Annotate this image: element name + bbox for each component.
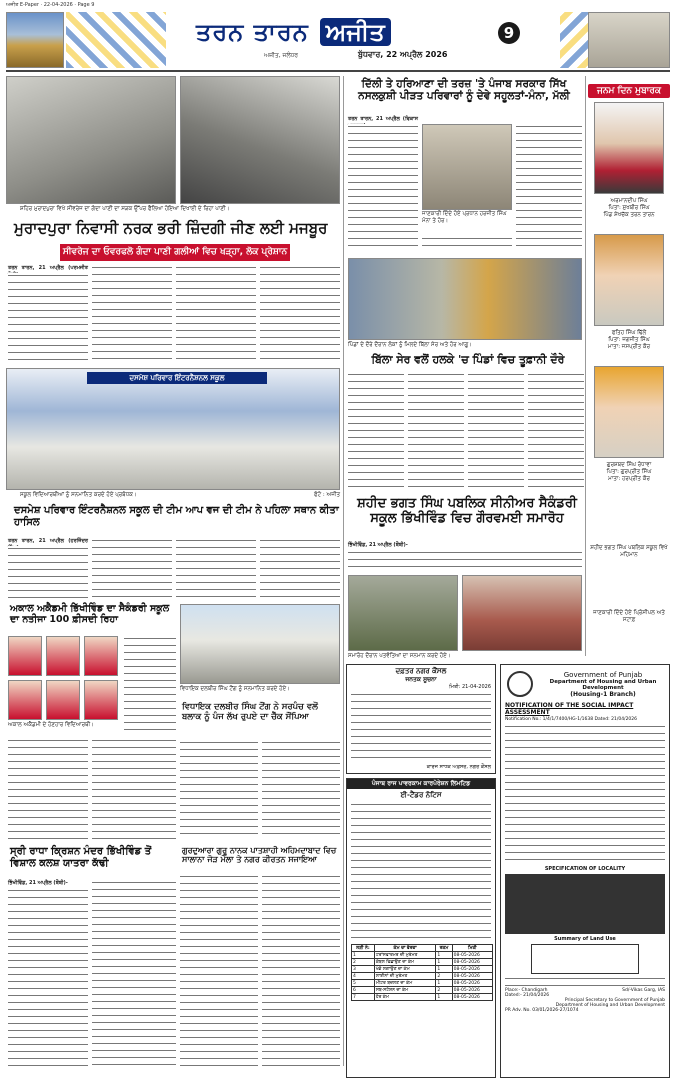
tender-header-cell: ਰਕਮ — [436, 945, 452, 952]
gov-notice-box — [500, 664, 670, 1078]
birthday-header: ਜਨਮ ਦਿਨ ਮੁਬਾਰਕ — [588, 84, 670, 98]
gov-org: Government of Punjab — [563, 671, 643, 679]
dashmesh-headline: ਦਸਮੇਸ਼ ਪਰਿਵਾਰ ਇੰਟਰਨੈਸ਼ਨਲ ਸਕੂਲ ਦੀ ਟੀਮ ਆਪ ਵਜ ਦੀ ਟੀਮ ਨੇ ਪਹਿਲਾ ਸਥਾਨ ਕੀਤਾ ਹਾਸਿਲ — [14, 505, 339, 528]
tender-header-cell: ਮਿਤੀ — [452, 945, 492, 952]
tender-cell: 08-05-2026 — [452, 966, 492, 973]
tender-cell: ਟਰਾਂਸਫਾਰਮਰ ਦੀ ਮੁਰੰਮਤ — [374, 952, 436, 959]
billa-caption: ਪਿੰਡਾਂ ਦੇ ਦੌਰੇ ਦੌਰਾਨ ਲੋਕਾਂ ਨੂੰ ਮਿਲਦੇ ਬਿੱਲਾ ਸੇਰ ਅਤੇ ਹੋਰ ਆਗੂ। — [348, 342, 472, 348]
gurdwara-col-1 — [180, 874, 258, 1068]
muradpura-col-2 — [92, 265, 172, 365]
tender-subtitle: ਈ-ਟੈਂਡਰ ਨੋਟਿਸ — [400, 791, 442, 799]
tender-cell: 08-05-2026 — [452, 952, 492, 959]
tender-cell: ਹੋਰ ਕੰਮ — [374, 994, 436, 1001]
tender-cell: 08-05-2026 — [452, 973, 492, 980]
birthday-photo-3 — [594, 366, 664, 458]
tender-cell: 4 — [352, 973, 375, 980]
tender-cell: 7 — [352, 994, 375, 1001]
akal-student-4 — [8, 680, 42, 720]
notice-small-footer: ਕਾਰਜ ਸਾਧਕ ਅਫ਼ਸਰ, ਨਗਰ ਕੌਂਸਲ — [426, 764, 491, 770]
akal-caption: ਅਕਾਲ ਅਕੈਡਮੀ ਦੇ ਹੋਣਹਾਰ ਵਿਦਿਆਰਥੀ। — [8, 722, 94, 728]
muradpura-dateline: ਤਰਨ ਤਾਰਨ, 21 ਅਪ੍ਰੈਲ (ਪਰਮਜੀਤ — [8, 265, 88, 271]
dashmesh-col-4 — [260, 538, 340, 602]
tender-cell: ਸਬ-ਸਟੇਸ਼ਨ ਦਾ ਕੰਮ — [374, 987, 436, 994]
tender-cell: ਖੰਭੇ ਲਗਾਉਣ ਦਾ ਕੰਮ — [374, 966, 436, 973]
bhagat-singh-photo-1 — [348, 575, 458, 651]
dalbir-photo-caption: ਵਿਧਾਇਕ ਦਲਬੀਰ ਸਿੰਘ ਟੌਂਗ ਨੂੰ ਸਨਮਾਨਿਤ ਕਰਦੇ ਹੋਏ। — [180, 686, 290, 692]
muradpura-headline: ਮੁਰਾਦਪੁਰਾ ਨਿਵਾਸੀ ਨਰਕ ਭਰੀ ਜ਼ਿੰਦਗੀ ਜੀਣ ਲਈ ਮਜਬੂਰ — [14, 219, 328, 237]
notice-small-title: ਦਫ਼ਤਰ ਨਗਰ ਕੌਂਸਲ — [395, 667, 447, 675]
tender-cell: 1 — [436, 966, 452, 973]
column-rule-2 — [585, 76, 586, 656]
column-rule-1 — [343, 76, 344, 1066]
notice-small-text — [351, 692, 491, 762]
tender-cell: 1 — [436, 952, 452, 959]
punjab-emblem-icon — [507, 671, 533, 697]
tender-cell: 1 — [352, 952, 375, 959]
gov-footer-text — [505, 976, 665, 986]
gov-place-block — [505, 988, 549, 998]
masthead-pattern — [66, 12, 166, 68]
billa-group-photo — [348, 258, 582, 340]
akal-col-2 — [8, 738, 88, 840]
tender-cell: 2 — [352, 959, 375, 966]
dalbir-col-2 — [262, 740, 340, 840]
tender-notice-box — [346, 778, 496, 1078]
notice-small-box — [346, 664, 496, 774]
tender-cell: 1 — [436, 994, 452, 1001]
print-strip: ਅਜੀਤ E-Paper · 22-04-2026 · Page 9 — [6, 2, 95, 8]
birthday-detail-1: ਪਿਤਾ: ਸੁਖਬੀਰ ਸਿੰਘ — [608, 205, 650, 211]
akal-student-6 — [84, 680, 118, 720]
tender-row — [352, 966, 493, 973]
dalbir-col-1 — [180, 740, 258, 840]
bhagat-singh-headline: ਸ਼ਹੀਦ ਭਗਤ ਸਿੰਘ ਪਬਲਿਕ ਸੀਨੀਅਰ ਸੈਕੰਡਰੀ ਸਕੂਲ ਭਿੱਖੀਵਿੰਡ ਵਿਚ ਗੌਰਵਮਈ ਸਮਾਰੋਹ — [357, 496, 577, 526]
radha-dateline: ਭਿੱਖੀਵਿੰਡ, 21 ਅਪ੍ਰੈਲ (ਬੌਬੀ)- — [8, 880, 68, 886]
gov-signatory-title: Principal Secretary to Government of Punjab — [564, 998, 665, 1003]
muradpura-subhead: ਸੀਵਰੇਜ ਦਾ ਓਵਰਫਲੋ ਗੰਦਾ ਪਾਣੀ ਗਲੀਆਂ ਵਿਚ ਖੜ੍ਹਾ, ਲੋਕ ਪ੍ਰੇਸ਼ਾਨ — [60, 244, 290, 261]
delhi-headline: ਦਿੱਲੀ ਤੇ ਹਰਿਆਣਾ ਦੀ ਤਰਜ਼ 'ਤੇ ਪੰਜਾਬ ਸਰਕਾਰ ਸਿੱਖ ਨਸਲਕੁਸ਼ੀ ਪੀੜਤ ਪਰਿਵਾਰਾਂ ਨੂੰ ਦੇਵੇ ਸਹੂਲਤਾਂ-ਮੰਨਾ, ਮੱਲੀ — [358, 78, 570, 103]
dashmesh-caption: ਸਕੂਲ ਵਿਦਿਆਰਥੀਆਂ ਨੂੰ ਸਨਮਾਨਿਤ ਕਰਦੇ ਹੋਏ ਪ੍ਰਬੰਧਕ। — [20, 492, 137, 498]
gov-text — [505, 724, 665, 864]
dashmesh-col-1 — [8, 546, 88, 602]
akal-student-5 — [46, 680, 80, 720]
tender-title: ਪੰਜਾਬ ਰਾਜ ਪਾਵਰਕਾਮ ਕਾਰਪੋਰੇਸ਼ਨ ਲਿਮਟਿਡ — [347, 779, 495, 789]
gov-place: Place:- Chandigarh — [505, 988, 548, 993]
gov-table-title: SPECIFICATION OF LOCALITY — [544, 866, 626, 872]
tender-cell: 2 — [436, 987, 452, 994]
gov-signatory-dept: Department of Housing and Urban Development — [555, 1003, 665, 1008]
akal-student-1 — [8, 636, 42, 676]
gov-sign-row — [505, 988, 665, 998]
dashmesh-credit: ਫੋਟੋ : ਅਜੀਤ — [314, 492, 340, 498]
birthday-photo-2 — [594, 234, 664, 326]
gov-release-no: PR Adv. No. 03/01/2026-27/1074 — [505, 1008, 579, 1013]
delhi-dateline: ਤਰਨ ਤਾਰਨ, 21 ਅਪ੍ਰੈਲ (ਵਿਕਾਸ — [348, 116, 418, 122]
akal-student-2 — [46, 636, 80, 676]
bhagat-singh-dateline: ਭਿੱਖੀਵਿੰਡ, 21 ਅਪ੍ਰੈਲ (ਬੌਬੀ)- — [348, 542, 408, 548]
bhagat-singh-photo-2 — [462, 575, 582, 651]
dashmesh-col-2 — [92, 538, 172, 602]
billa-col-1 — [348, 372, 404, 490]
bhagat-singh-caption: ਸਮਾਰੋਹ ਦੌਰਾਨ ਪਤਵੰਤਿਆਂ ਦਾ ਸਨਮਾਨ ਕਰਦੇ ਹੋਏ। — [348, 653, 451, 659]
birthday-place-3: ਮਾਤਾ: ਹਰਪ੍ਰੀਤ ਕੌਰ — [608, 476, 650, 482]
billa-col-4 — [528, 372, 584, 490]
birthday-entry-1 — [588, 198, 670, 219]
tender-cell: 6 — [352, 987, 375, 994]
tender-cell: 5 — [352, 980, 375, 987]
gov-date: Dated:- 21/04/2026 — [505, 993, 550, 998]
tender-cell: 08-05-2026 — [452, 987, 492, 994]
tender-cell: 08-05-2026 — [452, 994, 492, 1001]
birthday-place-1: ਪਿੰਡ ਸ਼ੇਖਚੱਕ ਤਰਨ ਤਾਰਨ — [603, 212, 655, 218]
tender-cell: 1 — [436, 980, 452, 987]
birthday-name-3: ਗੁਰਸ਼ਬਦ ਸਿੰਘ ਰੰਧਾਵਾ — [606, 462, 652, 468]
tender-cell: ਮੀਟਰ ਬਦਲਣ ਦਾ ਕੰਮ — [374, 980, 436, 987]
tender-row — [352, 980, 493, 987]
tender-text — [351, 802, 491, 942]
birthday-entry-2 — [588, 330, 670, 351]
masthead-city: ਤਰਨ ਤਾਰਨ — [196, 18, 309, 46]
gov-branch: (Housing-1 Branch) — [570, 691, 636, 698]
gov-signatory-block — [622, 988, 665, 998]
side-note-2: ਜਾਣਕਾਰੀ ਦਿੰਦੇ ਹੋਏ ਪ੍ਰਿੰਸੀਪਲ ਅਤੇ ਸਟਾਫ਼ — [593, 610, 665, 623]
side-note-1: ਸ਼ਹੀਦ ਭਗਤ ਸਿੰਘ ਪਬਲਿਕ ਸਕੂਲ ਵਿਖੇ ਮਹਿਮਾਨ — [590, 545, 668, 558]
dashmesh-col-3 — [176, 538, 256, 602]
gov-summary-title: Summary of Land Use — [554, 936, 616, 942]
muradpura-col-3 — [176, 265, 256, 365]
tender-cell: 08-05-2026 — [452, 959, 492, 966]
tender-row — [352, 994, 493, 1001]
masthead-logo — [196, 18, 391, 48]
dalbir-headline: ਵਿਧਾਇਕ ਦਲਬੀਰ ਸਿੰਘ ਟੌਂਗ ਨੇ ਸਰਪੰਚ ਵਲੋਂ ਬਲਾਕ ਨੂੰ ਪੰਜ ਲੱਖ ਰੁਪਏ ਦਾ ਚੈੱਕ ਸੌਂਪਿਆ — [182, 702, 318, 722]
dalbir-photo — [180, 604, 340, 684]
muradpura-col-1 — [8, 273, 88, 365]
tender-cell: 2 — [436, 973, 452, 980]
tender-table-body — [352, 952, 493, 1001]
gov-summary-table — [531, 944, 639, 974]
delhi-col-1 — [348, 124, 418, 252]
dashmesh-dateline: ਤਰਨ ਤਾਰਨ, 21 ਅਪ੍ਰੈਲ (ਹਰਜਿੰਦਰ — [8, 538, 88, 544]
tender-row — [352, 973, 493, 980]
masthead-rule — [6, 70, 670, 72]
sewage-photo-right — [180, 76, 340, 204]
tender-cell: ਕੇਬਲ ਵਿਛਾਉਣ ਦਾ ਕੰਮ — [374, 959, 436, 966]
sewage-caption: ਸ਼ਹਿਰ ਮੁਰਾਦਪੁਰਾ ਵਿਖੇ ਸੀਵਰੇਜ ਦਾ ਗੰਦਾ ਪਾਣੀ ਦਾ ਸੜਕ ਉੱਪਰ ਫੈਲਿਆ ਹੋਇਆ ਦਿਖਾਈ ਦੇ ਰਿਹਾ ਪਾਣੀ। — [20, 206, 230, 212]
tender-header-cell: ਲੜੀ ਨੰ: — [352, 945, 375, 952]
radha-headline: ਸ੍ਰੀ ਰਾਧਾ ਕ੍ਰਿਸ਼ਨ ਮੰਦਰ ਭਿੱਖੀਵਿੰਡ ਤੋਂ ਵਿਸ਼ਾਲ ਕਲਸ਼ ਯਾਤਰਾ ਕੱਢੀ — [10, 846, 152, 869]
notice-small-ref: ਮਿਤੀ: 21-04-2026 — [449, 684, 491, 690]
delhi-col-3 — [516, 124, 582, 252]
dashmesh-banner: ਦਸਮੇਸ਼ ਪਰਿਵਾਰ ਇੰਟਰਨੈਸ਼ਨਲ ਸਕੂਲ — [87, 372, 267, 384]
tender-table-header — [352, 945, 493, 952]
muradpura-col-4 — [260, 265, 340, 365]
tender-row — [352, 987, 493, 994]
tender-table — [351, 944, 493, 1001]
gov-signatory: Sd/-Vikas Garg, IAS — [622, 988, 665, 993]
akal-col-3 — [92, 738, 176, 840]
golden-temple-photo — [6, 12, 64, 68]
tender-row — [352, 959, 493, 966]
gov-notification-no: Notification No.: 1/4/1/7400/HG-1/1638 Dated: 21/04/2026 — [505, 717, 638, 722]
tender-header-cell: ਕੰਮ ਦਾ ਵੇਰਵਾ — [374, 945, 436, 952]
billa-col-2 — [408, 372, 464, 490]
delhi-col-2 — [422, 236, 512, 252]
gurdwara-headline: ਗੁਰਦੁਆਰਾ ਗੁਰੂ ਨਾਨਕ ਪਾਤਸ਼ਾਹੀ ਅਹਿਮਦਾਬਾਦ ਵਿਚ ਸਾਲਾਨਾ ਜੋੜ ਮੇਲਾ ਤੇ ਨਗਰ ਕੀਰਤਨ ਸਜਾਇਆ — [182, 846, 337, 865]
page-number: 9 — [498, 22, 520, 44]
gurdwara-col-2 — [262, 874, 340, 1068]
sewage-photo-left — [6, 76, 176, 204]
delhi-photo-caption: ਜਾਣਕਾਰੀ ਦਿੰਦੇ ਹੋਏ ਪ੍ਰਧਾਨ ਹਰਜੀਤ ਸਿੰਘ ਮੰਨਾ ਤੇ ਹੋਰ। — [422, 211, 507, 224]
birthday-detail-2: ਪਿਤਾ: ਜਗਜੀਤ ਸਿੰਘ — [608, 337, 650, 343]
akal-student-3 — [84, 636, 118, 676]
masthead-date: ਬੁੱਧਵਾਰ, 22 ਅਪ੍ਰੈਲ 2026 — [358, 50, 448, 59]
billa-col-3 — [468, 372, 524, 490]
tender-cell: 1 — [436, 959, 452, 966]
building-photo — [588, 12, 670, 68]
birthday-photo-1 — [594, 102, 664, 194]
radha-col-1 — [8, 888, 88, 1068]
birthday-name-1: ਅਰਮਾਨਦੀਪ ਸਿੰਘ — [610, 198, 648, 204]
birthday-detail-3: ਪਿਤਾ: ਗੁਰਪ੍ਰੀਤ ਸਿੰਘ — [606, 469, 652, 475]
radha-col-2 — [92, 880, 176, 1068]
akal-col-1 — [124, 636, 176, 732]
akal-headline: ਅਕਾਲ ਅਕੈਡਮੀ ਭਿੱਖੀਵਿੰਡ ਦਾ ਸੈਕੰਡਰੀ ਸਕੂਲ ਦਾ ਨਤੀਜਾ 100 ਫ਼ੀਸਦੀ ਰਿਹਾ — [10, 603, 170, 625]
masthead-brand: ਅਜੀਤ — [320, 18, 391, 46]
tender-cell: 3 — [352, 966, 375, 973]
birthday-place-2: ਮਾਤਾ: ਜਸਪ੍ਰੀਤ ਕੌਰ — [607, 344, 651, 350]
billa-headline: ਬਿੱਲਾ ਸੇਰ ਵਲੋਂ ਹਲਕੇ 'ਚ ਪਿੰਡਾਂ ਵਿਚ ਤੂਫ਼ਾਨੀ ਦੌਰੇ — [371, 353, 565, 366]
gov-locality-table — [505, 874, 665, 934]
masthead-subcity: ਅਜੀਤ, ਜਲੰਧਰ — [264, 52, 299, 59]
tender-cell: ਲਾਈਨਾਂ ਦੀ ਮੁਰੰਮਤ — [374, 973, 436, 980]
delhi-photo — [422, 124, 512, 210]
gov-title: NOTIFICATION OF THE SOCIAL IMPACT ASSESSMENT — [505, 702, 634, 716]
tender-cell: 08-05-2026 — [452, 980, 492, 987]
gov-dept: Department of Housing and Urban Development — [549, 679, 657, 691]
notice-small-subtitle: ਜਨਤਕ ਸੂਚਨਾ — [405, 676, 437, 683]
bhagat-singh-text — [348, 550, 582, 572]
birthday-entry-3 — [588, 462, 670, 483]
dashmesh-school-photo — [6, 368, 340, 490]
birthday-name-2: ਫਤਿਹ ਸਿੰਘ ਢਿੱਲੋਂ — [611, 330, 647, 336]
tender-row — [352, 952, 493, 959]
